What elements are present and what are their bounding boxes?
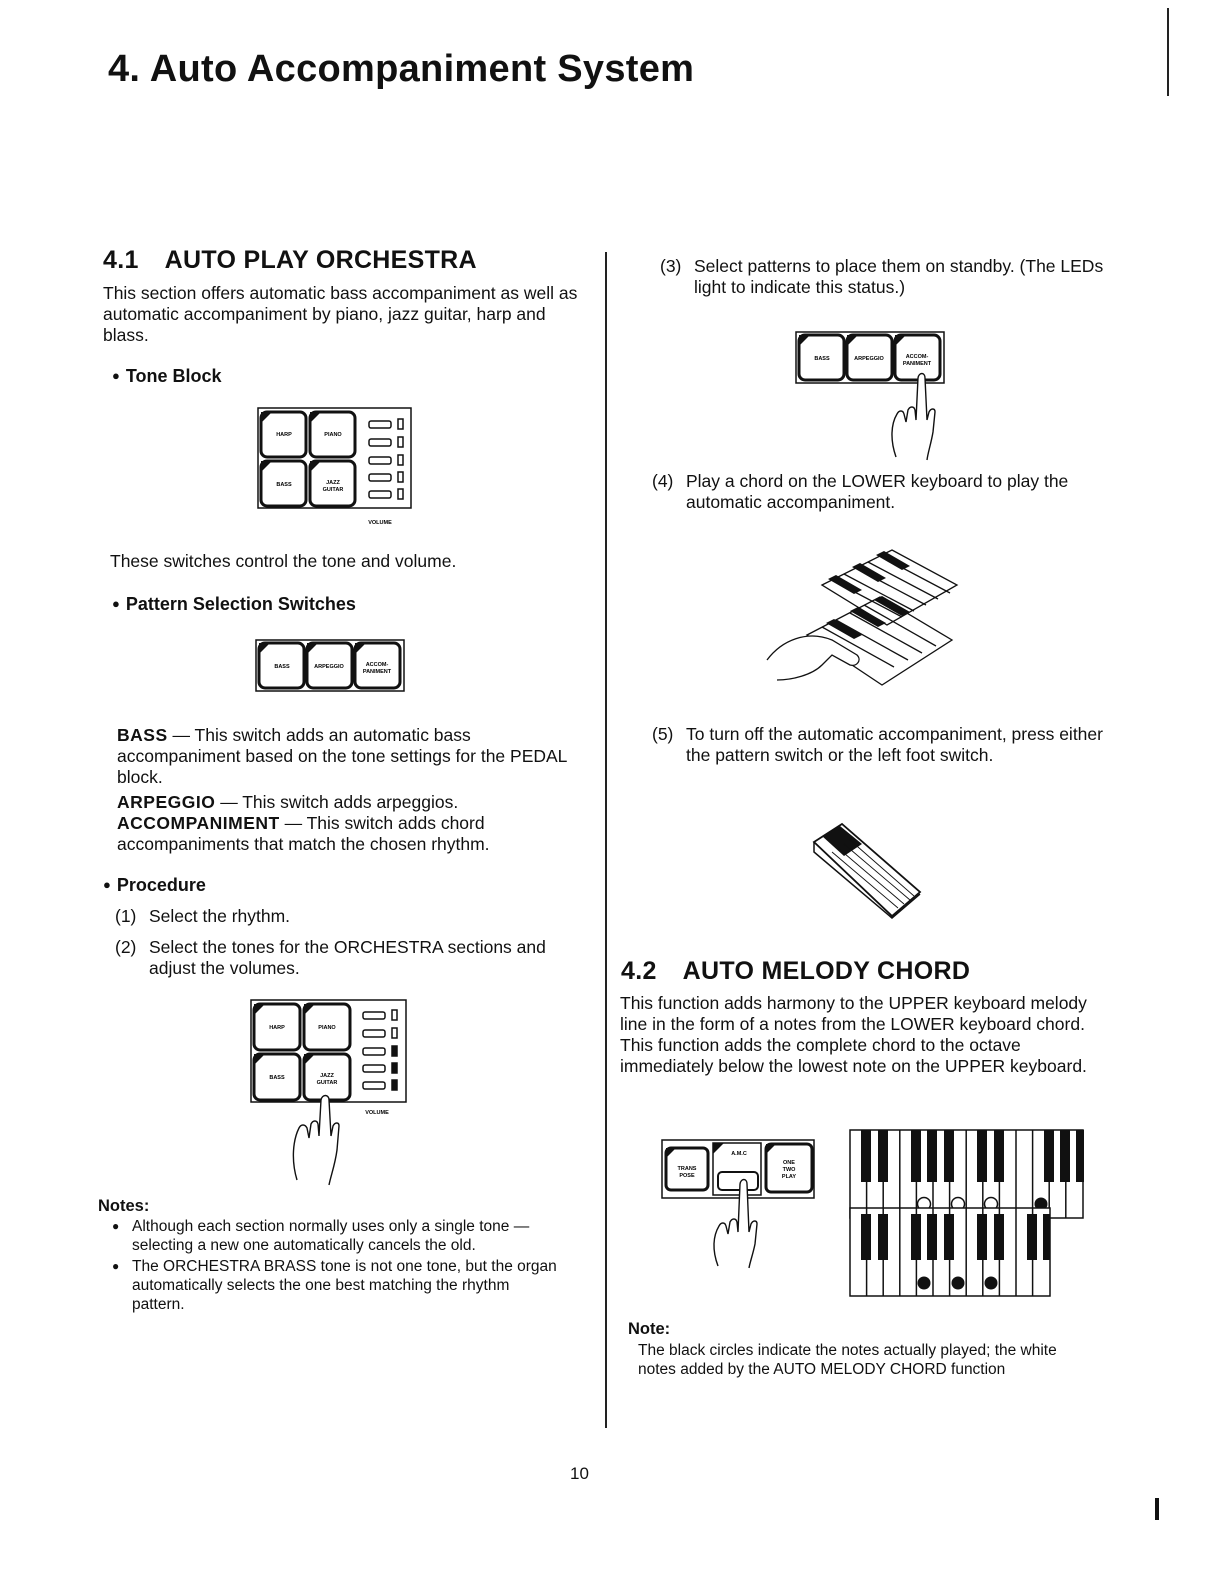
bass-pattern-button-2[interactable] (799, 335, 844, 380)
section-title: AUTO PLAY ORCHESTRA (164, 246, 477, 274)
hand-icon (767, 636, 859, 680)
tone-block-heading: ● Tone Block (112, 366, 222, 387)
section-number: 4.2 (621, 957, 657, 985)
section-4-1-intro: This section offers automatic bass accompaniment as well as automatic accompaniment by piano, jazz guitar, harp and blass. (103, 283, 578, 345)
bass-button-2[interactable] (254, 1054, 300, 1100)
jazz-guitar-button-2[interactable] (304, 1054, 350, 1100)
procedure-step-4: (4) Play a chord on the LOWER keyboard to play the automatic accompaniment. (652, 471, 1069, 512)
amc-button[interactable] (713, 1143, 761, 1195)
note-heading: Note: (628, 1320, 671, 1338)
column-divider (605, 252, 607, 1428)
note-item: ● Although each section normally uses only a single tone — selecting a new one automatically cancels the old. (108, 1217, 558, 1255)
tone-block-illustration (258, 408, 418, 528)
harp-button-2[interactable] (254, 1004, 300, 1050)
one-two-play-button[interactable] (766, 1144, 812, 1192)
pattern-heading: ● Pattern Selection Switches (112, 594, 356, 615)
svg-text:HARP: HARP (269, 1025, 285, 1031)
jazz-label: JAZZ (326, 480, 340, 486)
svg-text:BASS: BASS (814, 356, 830, 362)
margin-mark (1167, 8, 1169, 96)
page-number: 10 (570, 1464, 589, 1483)
procedure-step-2: (2) Select the tones for the ORCHESTRA sections and adjust the volumes. (115, 937, 546, 978)
section-title: AUTO MELODY CHORD (682, 957, 971, 985)
section-4-1-heading (103, 246, 477, 275)
pointing-hand-icon (293, 1096, 339, 1186)
procedure-step-3: (3) Select patterns to place them on standby. (The LEDs light to indicate this status.) (660, 256, 1104, 297)
pattern-switches-illustration (256, 640, 406, 692)
bass-pattern-button[interactable] (259, 643, 304, 688)
piano-button[interactable] (310, 412, 355, 457)
svg-text:JAZZ: JAZZ (320, 1073, 334, 1079)
svg-text:PLAY: PLAY (781, 1174, 797, 1180)
svg-text:ACCOM-: ACCOM- (365, 662, 389, 668)
accompaniment-pattern-button[interactable] (355, 643, 400, 688)
svg-text:PANIMENT: PANIMENT (902, 361, 932, 367)
note-item: ● The ORCHESTRA BRASS tone is not one tone, but the organ automatically selects the one best matching the rhythm pattern. (108, 1257, 558, 1314)
svg-text:ONE: ONE (783, 1160, 795, 1166)
procedure-heading: ● Procedure (103, 875, 206, 896)
svg-text:POSE: POSE (679, 1173, 695, 1179)
arpeggio-definition: ARPEGGIO — This switch adds arpeggios. (117, 792, 459, 812)
guitar-label: GUITAR (322, 487, 344, 493)
svg-text:BASS: BASS (274, 664, 290, 670)
bass-button[interactable] (261, 461, 306, 506)
keyboard-diagram (850, 1128, 1088, 1300)
procedure-step-5: (5) To turn off the automatic accompaniment, press either the pattern switch or the left foot switch. (652, 724, 1103, 765)
svg-text:TWO: TWO (782, 1167, 796, 1173)
note-text: The black circles indicate the notes actually played; the white notes added by the AUTO MELODY CHORD function (638, 1342, 1057, 1378)
svg-text:GUITAR: GUITAR (316, 1080, 338, 1086)
amc-buttons-illustration (662, 1140, 822, 1270)
arpeggio-pattern-button-2[interactable] (847, 335, 892, 380)
piano-label: PIANO (324, 432, 342, 438)
notes-heading: Notes: (98, 1197, 150, 1215)
svg-text:ACCOM-: ACCOM- (905, 354, 929, 360)
standby-pattern-illustration (796, 332, 946, 462)
volume-label: VOLUME (368, 520, 392, 526)
bass-label: BASS (276, 482, 292, 488)
harp-button[interactable] (261, 412, 306, 457)
section-4-2-intro: This function adds harmony to the UPPER keyboard melody line in the form of a notes from the LOWER keyboard chord. This function adds the complete chord to the octave immediately below the lowest note on the UPPER keyboard. (620, 993, 1087, 1076)
keyboard-playing-illustration (762, 545, 962, 695)
transpose-button[interactable] (666, 1148, 708, 1190)
jazz-guitar-button[interactable] (310, 461, 355, 506)
volume-sliders-2[interactable] (363, 1010, 397, 1090)
accompaniment-definition: ACCOMPANIMENT — This switch adds chord accompaniments that match the chosen rhythm. (117, 813, 490, 854)
pointing-hand-icon (892, 374, 935, 461)
svg-text:ARPEGGIO: ARPEGGIO (314, 664, 344, 670)
tone-block-caption: These switches control the tone and volume. (110, 551, 457, 571)
svg-text:PANIMENT: PANIMENT (362, 669, 392, 675)
svg-text:TRANS: TRANS (677, 1166, 697, 1172)
volume-sliders[interactable] (369, 419, 403, 499)
edge-mark (1155, 1498, 1159, 1520)
piano-button-2[interactable] (304, 1004, 350, 1050)
tone-block-selection-illustration (251, 1000, 421, 1190)
svg-text:ARPEGGIO: ARPEGGIO (854, 356, 884, 362)
section-number: 4.1 (103, 246, 139, 274)
procedure-step-1: (1) Select the rhythm. (115, 906, 291, 926)
foot-switch-illustration (812, 822, 922, 918)
notes-list (108, 1217, 558, 1316)
svg-text:A.M.C: A.M.C (731, 1151, 747, 1157)
svg-text:BASS: BASS (269, 1075, 285, 1081)
bass-definition: BASS — This switch adds an automatic bass accompaniment based on the tone settings for the PEDAL block. (117, 725, 567, 787)
accompaniment-pattern-button-2[interactable] (895, 335, 940, 380)
svg-text:VOLUME: VOLUME (365, 1110, 389, 1116)
harp-label: HARP (276, 432, 292, 438)
svg-text:PIANO: PIANO (318, 1025, 336, 1031)
section-4-2-heading (621, 957, 970, 986)
page-title: 4. Auto Accompaniment System (108, 48, 695, 90)
arpeggio-pattern-button[interactable] (307, 643, 352, 688)
